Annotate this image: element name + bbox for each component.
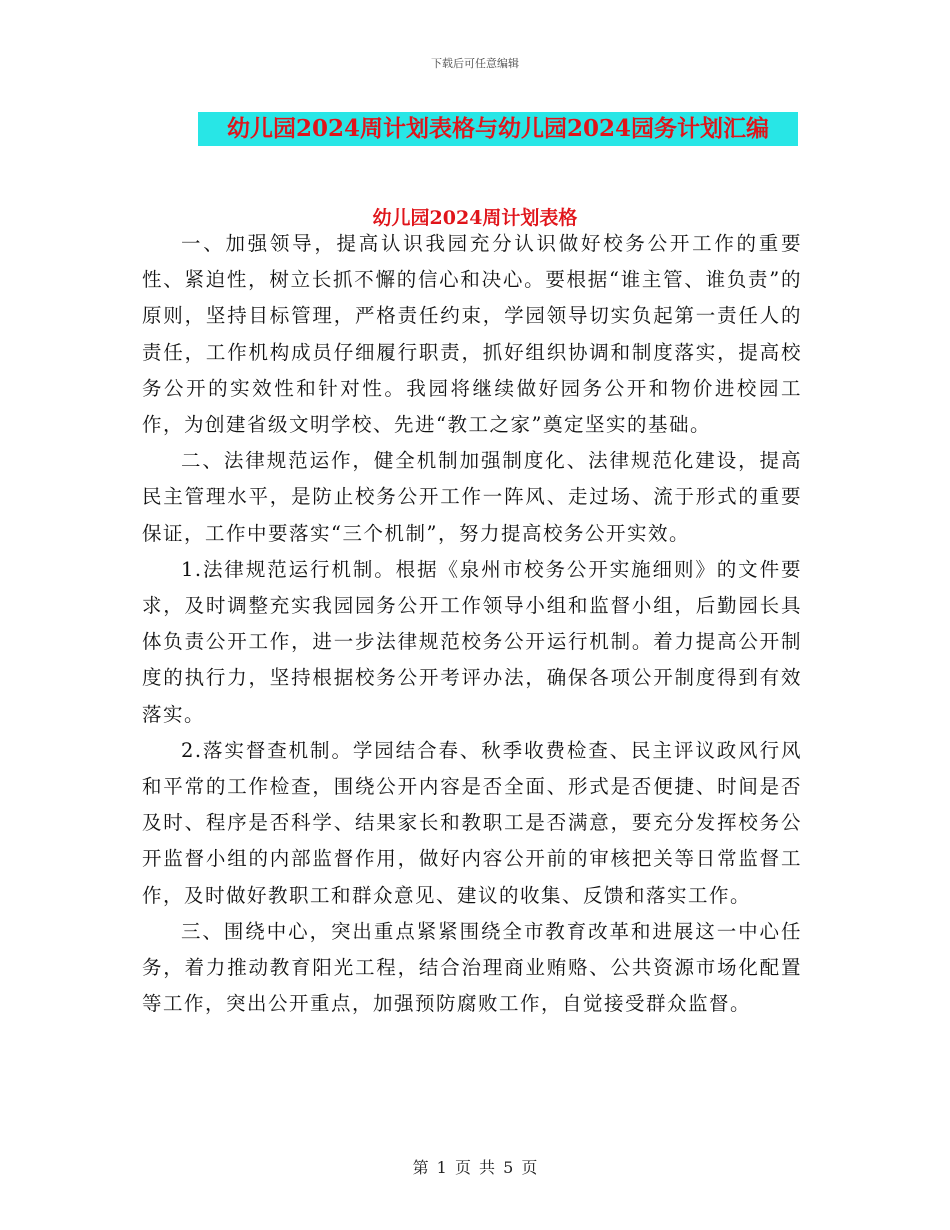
page-footer: 第 1 页 共 5 页 xyxy=(412,1158,538,1177)
paragraph: 二、法律规范运作，健全机制加强制度化、法律规范化建设，提高民主管理水平，是防止校务公开工作一阵风、走过场、流于形式的重要保证，工作中要落实“三个机制”，努力提高校务公开实效。 xyxy=(142,449,802,545)
document-body xyxy=(142,226,802,1022)
document-title: 幼儿园2024周计划表格与幼儿园2024园务计划汇编 xyxy=(198,112,798,146)
paragraph: 一、加强领导，提高认识我园充分认识做好校务公开工作的重要性、紧迫性，树立长抓不懈的信心和决心。要根据“谁主管、谁负责”的原则，坚持目标管理，严格责任约束，学园领导切实负起第一责任人的责任，工作机构成员仔细履行职责，抓好组织协调和制度落实，提高校务公开的实效性和针对性。我园将继续做好园务公开和物价进校园工作，为创建省级文明学校、先进“教工之家”奠定坚实的基础。 xyxy=(142,232,802,437)
header-note: 下载后可任意编辑 xyxy=(431,57,519,70)
paragraph: 1.法律规范运行机制。根据《泉州市校务公开实施细则》的文件要求，及时调整充实我园园务公开工作领导小组和监督小组，后勤园长具体负责公开工作，进一步法律规范校务公开运行机制。着力提高公开制度的执行力，坚持根据校务公开考评办法，确保各项公开制度得到有效落实。 xyxy=(142,557,802,726)
paragraph: 2.落实督查机制。学园结合春、秋季收费检查、民主评议政风行风和平常的工作检查，围绕公开内容是否全面、形式是否便捷、时间是否及时、程序是否科学、结果家长和教职工是否满意，要充分发挥校务公开监督小组的内部监督作用，做好内容公开前的审核把关等日常监督工作，及时做好教职工和群众意见、建议的收集、反馈和落实工作。 xyxy=(142,738,802,907)
paragraph: 三、围绕中心，突出重点紧紧围绕全市教育改革和进展这一中心任务，着力推动教育阳光工程，结合治理商业贿赂、公共资源市场化配置等工作，突出公开重点，加强预防腐败工作，自觉接受群众监督。 xyxy=(142,919,802,1016)
section-title: 幼儿园2024周计划表格 xyxy=(372,207,578,229)
